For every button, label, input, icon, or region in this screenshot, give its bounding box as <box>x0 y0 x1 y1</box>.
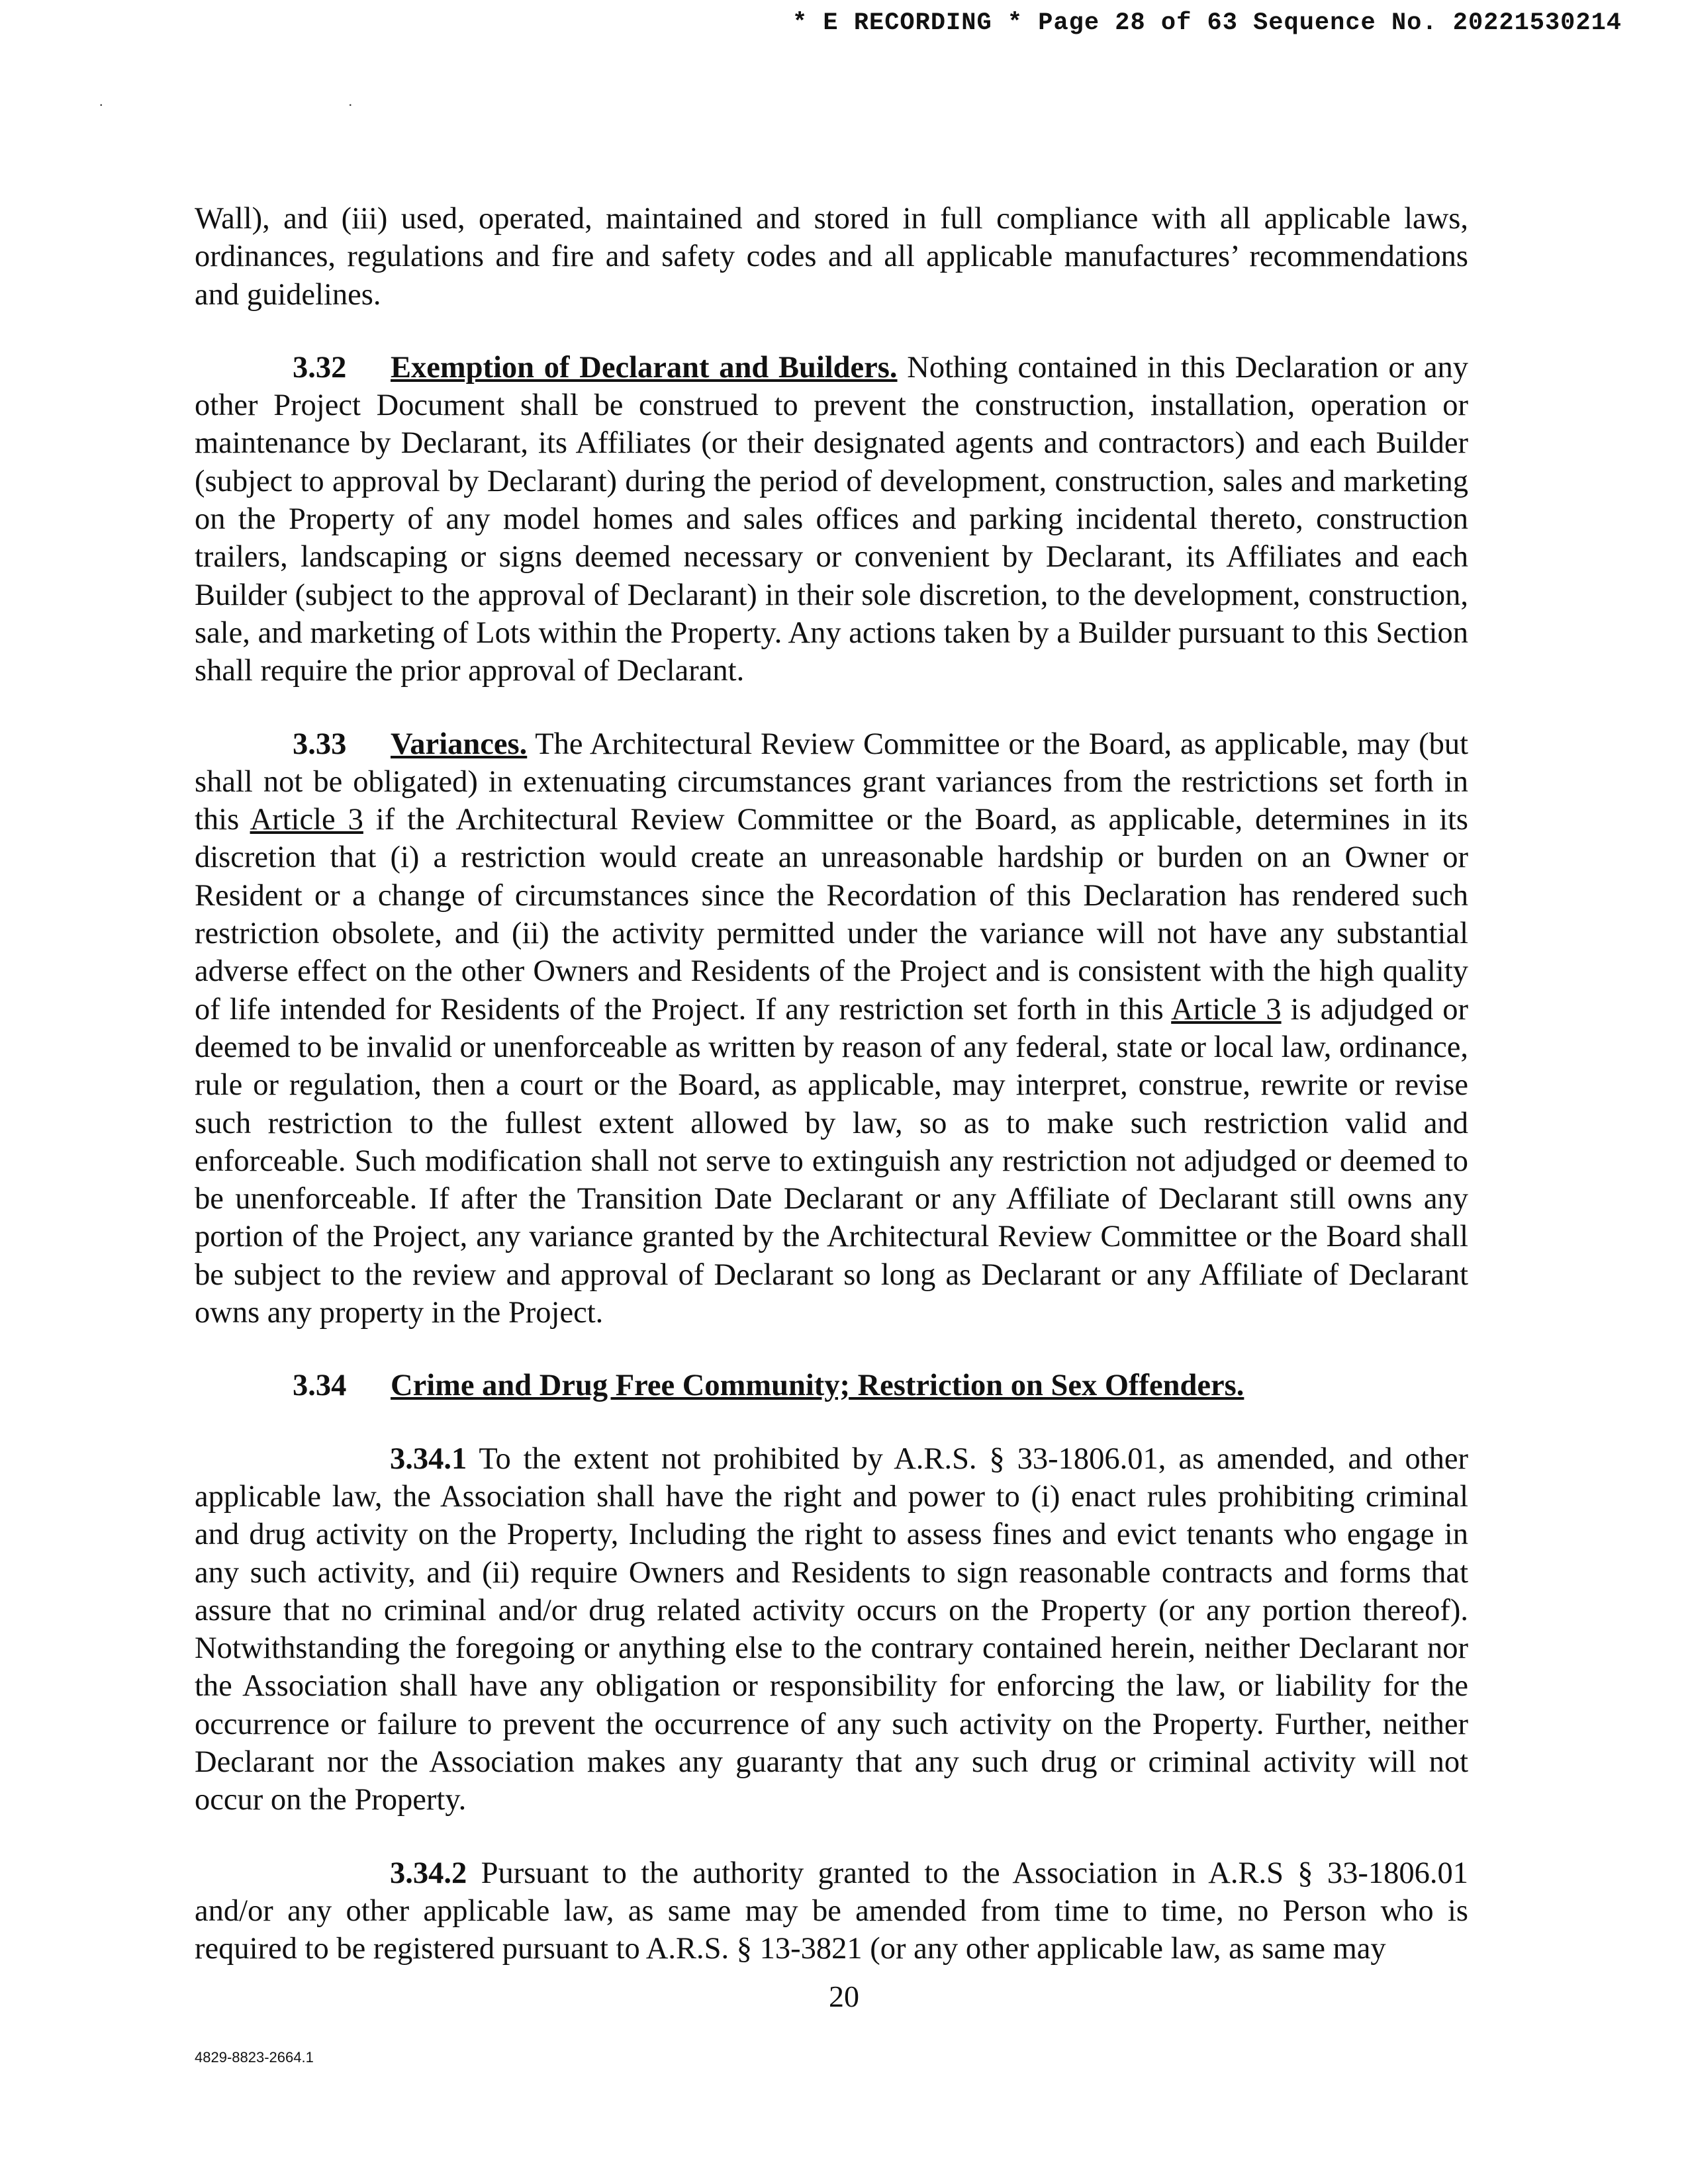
scan-specks: . . <box>99 93 432 109</box>
section-3-34 <box>195 1367 1468 1404</box>
section-number: 3.33 <box>293 727 347 761</box>
section-3-34-1 <box>195 1440 1468 1819</box>
section-text: if the Architectural Review Committee or the Board, as applicable, determines in its discretion that (i) a restriction would create an unreasonable hardship or burden on an Owner or Resident or a change of circumstances since the Recordation of this Declaration has rendered such restriction obsolete, and (ii) the activity permitted under the variance will not have any substantial adverse effect on the other Owners and Residents of the Project and is consistent with the high quality of life intended for Residents of the Project. If any restriction set forth in this <box>195 803 1468 1026</box>
article-reference: Article 3 <box>250 803 363 837</box>
section-text: The Architectural Review Committee or the Board, as applicable, may (but shall not be obligated) in extenuating circumstances grant variances from the restrictions set forth in this <box>195 727 1468 837</box>
opening-paragraph: Wall), and (iii) used, operated, maintained and stored in full compliance with all applicable laws, ordinances, regulations and fire and safety codes and all applicable manufactures’ recommendations and guidelines. <box>195 202 1468 312</box>
subsection-text: Pursuant to the authority granted to the Association in A.R.S § 33-1806.01 and/or any other applicable law, as same may be amended from time to time, no Person who is required to be registered pursuant to A.R.S. § 13-3821 (or any other applicable law, as same may <box>195 1856 1468 1966</box>
section-number: 3.32 <box>293 350 347 385</box>
document-body <box>195 200 1468 2003</box>
section-3-34-2 <box>195 1854 1468 1968</box>
subsection-number: 3.34.2 <box>390 1856 467 1890</box>
section-3-33 <box>195 725 1468 1332</box>
section-3-32 <box>195 349 1468 690</box>
document-id: 4829-8823-2664.1 <box>195 2049 314 2066</box>
section-heading: Exemption of Declarant and Builders. <box>391 350 898 385</box>
article-reference: Article 3 <box>1171 992 1282 1026</box>
recording-stamp: * E RECORDING * Page 28 of 63 Sequence No. 20221530214 <box>792 9 1622 37</box>
section-heading: Crime and Drug Free Community; Restriction on Sex Offenders. <box>391 1369 1244 1403</box>
section-text: Nothing contained in this Declaration or any other Project Document shall be construed to prevent the construction, installation, operation or maintenance by Declarant, its Affiliates (or their designated agents and contractors) and each Builder (subject to approval by Declarant) during the period of development, construction, sales and marketing on the Property of any model homes and sales offices and parking incidental thereto, construction trailers, landscaping or signs deemed necessary or convenient by Declarant, its Affiliates and each Builder (subject to the approval of Declarant) in their sole discretion, to the development, construction, sale, and marketing of Lots within the Property. Any actions taken by a Builder pursuant to this Section shall require the prior approval of Declarant. <box>195 350 1469 688</box>
subsection-number: 3.34.1 <box>390 1441 467 1476</box>
section-text: is adjudged or deemed to be invalid or unenforceable as written by reason of any federal, state or local law, ordinance, rule or regulation, then a court or the Board, as applicable, may interpret, construe, rewrite or revise such restriction to the fullest extent allowed by law, so as to make such restriction valid and enforceable. Such modification shall not serve to extinguish any restriction not adjudged or deemed to be unenforceable. If after the Transition Date Declarant or any Affiliate of Declarant still owns any portion of the Project, any variance granted by the Architectural Review Committee or the Board shall be subject to the review and approval of Declarant so long as Declarant or any Affiliate of Declarant owns any property in the Project. <box>195 992 1468 1330</box>
section-heading: Variances. <box>391 727 528 761</box>
subsection-text: To the extent not prohibited by A.R.S. § 33-1806.01, as amended, and other applicable law, the Association shall have the right and power to (i) enact rules prohibiting criminal and drug activity on the Property, Including the right to assess fines and evict tenants who engage in any such activity, and (ii) require Owners and Residents to sign reasonable contracts and forms that assure that no criminal and/or drug related activity occurs on the Property (or any portion thereof). Notwithstanding the foregoing or anything else to the contrary contained herein, neither Declarant nor the Association shall have any obligation or responsibility for enforcing the law, or liability for the occurrence or failure to prevent the occurrence of any such activity on the Property. Further, neither Declarant nor the Association makes any guaranty that any such drug or criminal activity will not occur on the Property. <box>195 1441 1468 1817</box>
page-number: 20 <box>829 1979 859 2013</box>
section-number: 3.34 <box>293 1369 347 1403</box>
